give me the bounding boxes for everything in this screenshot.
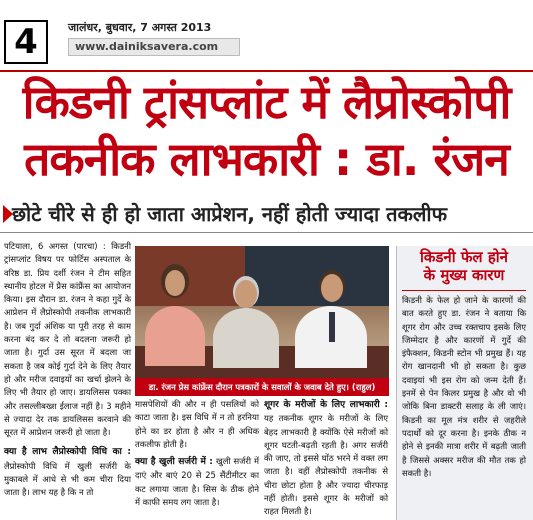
column3-subtitle: शूगर के मरीजों के लिए लाभकारी : [264,400,388,410]
sidebar-body: किडनी के फेल हो जाने के कारणों की बात करते हुए डा. रंजन ने बताया कि शूगर रोग और उच्च रक्तचाप इसके लिए जिम्मेदार है और कारणों में गुर्दे की इंफैक्शन, किडनी स्टोन भी प्रमुख हैं। यह रोग खानदानी भी हो सकता है। कुछ दवाइयां भी इस रोग को जन्म देती हैं। इनमें से पेन किलर प्रमुख है और वो भी जोकि बिना डाक्टरी सलाह के ली जाएं। किडनी का मूल मंत्र शरीर से जहरीले पदार्थों को दूर करना है। इनके ठीक न होने से इनकी मात्रा शरीर में बढ़ती जाती है जिससे अक्सर मरीज की मौत तक हो सकती है। [402,295,526,478]
sidebar-title-line-2: के मुख्य कारण [423,266,505,284]
column1-body: पटियाला, 6 अगस्त (पारचा) : किडनी ट्रांसप्लांट विषय पर फोर्टिस अस्पताल के वरिष्ठ डा. प्रिय दर्शी रंजन ने टीम सहित स्थानीय होटल में प्रैस कांफ्रैंस का आयोजन किया। इस दौरान डा. रंजन ने कहा गुर्दे के आप्रेशन में लैप्रोस्कोपी तकनीक लाभकारी है। जब गुर्दा अंशिक या पूरी तरह से काम करना बंद कर दे तो बदलना जरूरी हो जाता है। गुर्दा उस सूरत में बदला जा सकता है जब कोई गुर्दा देने के लिए तैयार हो और मरीज दवाइयों का खर्चा झेलने के लिए भी तैयार हो जाए। डायलिसस पक्का और तसल्लीबख्श ईलाज नहीं है। 3 महीने से ज्यादा देर तक डायलिसस करवाने की सूरत में आप्रेशन जरूरी हो जाता है। [4,241,131,438]
sidebar-title-line-1: किडनी फेल होने [420,248,508,266]
tie [329,312,335,342]
photo-caption: डा. रंजन प्रेस कांफ्रेंस दौरान पत्रकारों के सवालों के जवाब देते हुए। (राहुल) [135,378,389,396]
press-conference-photo [135,246,389,378]
person-woman [145,306,205,366]
column1-body-2: लैप्रोस्कोपी विधि में खुली सर्जरी के मुकाबले में आधे से भी कम चीरा दिया जाता है। लाभ यह है कि न तो [4,460,131,498]
window-panel [245,246,389,306]
subhead-rule [0,232,533,233]
article-column-1 [4,240,131,500]
website-label: www.dainiksavera.com [68,38,240,56]
headline-line-1: किडनी ट्रांसप्लांट में लैप्रोस्कोपी [22,75,511,129]
date-line: जालंधर, बुधवार, 7 अगस्त 2013 [68,21,212,34]
column2-subtitle: क्या है खुली सर्जरी में : [135,457,213,468]
man1-face [235,280,257,308]
headline-line-2: तकनीक लाभकारी : डा. रंजन [24,132,509,186]
column2-body-2: खुली सर्जरी में दाएं और बाएं 20 से 25 सैंटीमीटर का कट लगाया जाता है। सिस के ठीक होने में काफी समय लग जाता है। [135,456,259,508]
column2-body: मासपेशियों की और न ही पसलियों को काटा जाता है। इस विधि में न तो हरनिया होने का डर होता है और न ही अधिक तकलीफ होती है। [135,399,259,449]
person-man-1 [213,308,279,368]
woman-face [165,270,185,296]
sidebar-rule [402,290,526,291]
column1-subtitle: क्या है लाभ लैप्रोस्कोपी विधि का : [4,447,131,458]
header-rule [0,70,533,72]
page-number: 4 [4,20,48,64]
curtain-panel [135,246,245,306]
dr-face [321,274,343,302]
column3-body: यह तकनीक शूगर के मरीजों के लिए बेहद लाभकारी है क्योंकि ऐसे मरीजों को शूगर घटती-बढ़ती रहती है। अगर सर्जरी की जाए, तो इससे घोंठ भरने में वक्त लग जाता है। वहीं लैप्रोस्कोपी तकनीक से चीरा छोटा होता है और ज्यादा चीरफाड़ नहीं होती। इससे शूगर के मरीजों को राहत मिलती है। [264,413,388,517]
sidebar-title [396,248,532,284]
article-column-3 [264,398,388,519]
subheadline: छोटे चीरे से ही हो जाता आप्रेशन, नहीं होती ज्यादा तकलीफ [12,202,448,226]
article-column-2 [135,398,259,509]
